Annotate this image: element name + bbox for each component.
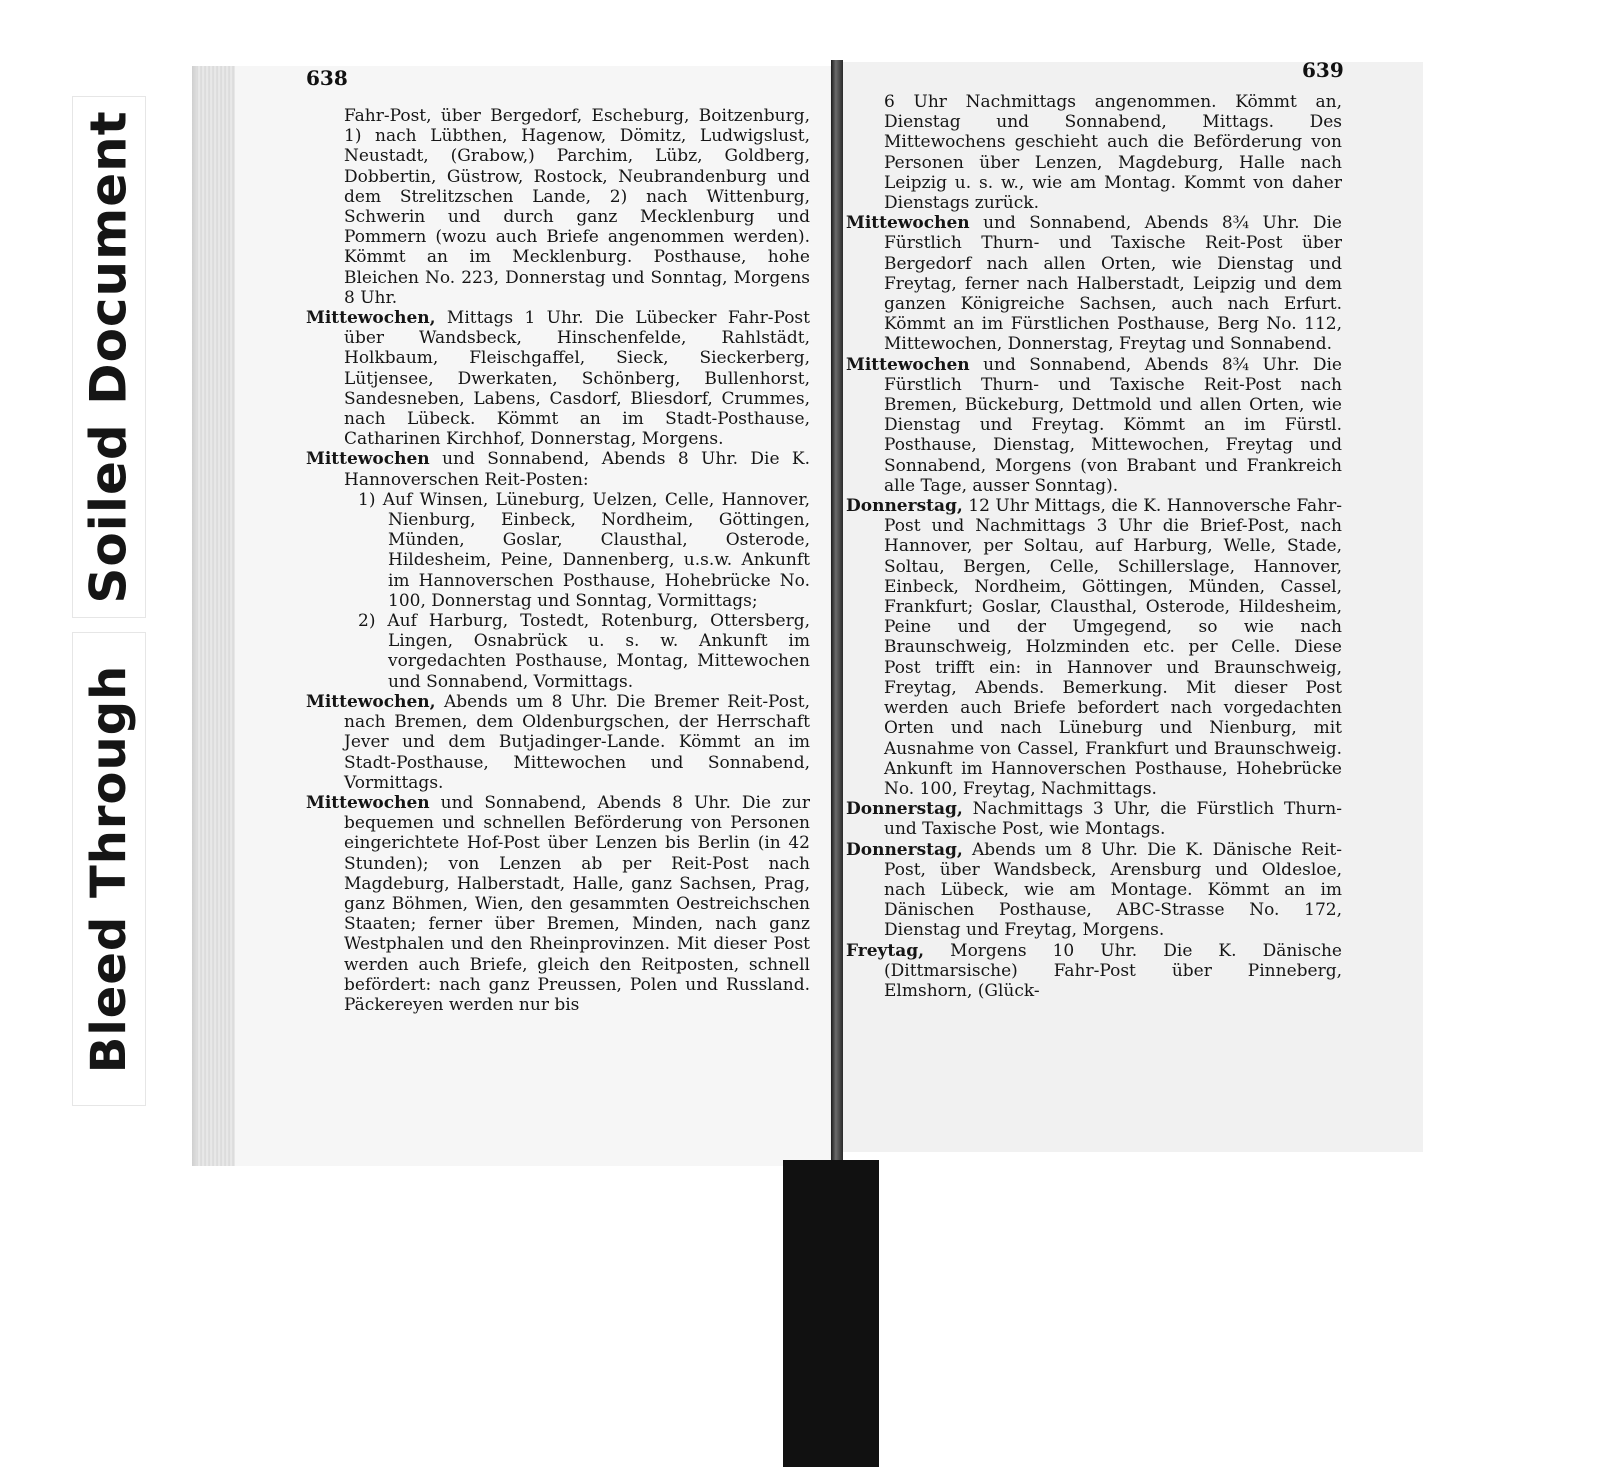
paragraph: Mittewochen und Sonnabend, Abends 8¾ Uhr. Die Fürstlich Thurn- und Taxische Reit-Post nach Bremen, Bückeburg, Dettmold und allen Orten, wie Dienstag und Freytag. Kömmt an im Fürstl. Posthause, Dienstag, Mittewochen, Freytag und Sonnabend, Morgens (von Brabant und Frankreich alle Tage, ausser Sonntag).: [846, 354, 1342, 496]
right-page-text: [846, 92, 1342, 1001]
book-gutter: [831, 60, 843, 1170]
paragraph: Mittewochen und Sonnabend, Abends 8¾ Uhr. Die Fürstlich Thurn- und Taxische Reit-Post über Bergedorf nach allen Orten, wie Dienstag und Freytag, ferner nach Halberstadt, Leipzig und dem ganzen Königreiche Sachsen, auch nach Erfurt. Kömmt an im Fürstlichen Posthause, Berg No. 112, Mittewochen, Donnerstag, Freytag und Sonnabend.: [846, 213, 1342, 355]
paragraph: Donnerstag, Abends um 8 Uhr. Die K. Dänische Reit-Post, über Wandsbeck, Arensburg und Oldesloe, nach Lübeck, wie am Montage. Kömmt an im Dänischen Posthause, ABC-Strasse No. 172, Dienstag und Freytag, Morgens.: [846, 839, 1343, 941]
left-page-number: 638: [306, 66, 348, 90]
bleed-through-label: [72, 632, 146, 1106]
book-spine: [783, 1160, 879, 1467]
paragraph: Mittewochen und Sonnabend, Abends 8 Uhr. Die zur bequemen und schnellen Beförderung von Personen eingerichtete Hof-Post über Lenzen bis Berlin (in 42 Stunden); von Lenzen ab per Reit-Post nach Magdeburg, Halberstadt, Halle, ganz Sachsen, Prag, ganz Böhmen, Wien, den gesammten Oestreichschen Staaten; ferner über Bremen, Minden, nach ganz Westphalen und den Rheinprovinzen. Mit dieser Post werden auch Briefe, gleich den Reitposten, schnell befördert: nach ganz Preussen, Polen und Russland. Päckereyen werden nur bis: [306, 792, 810, 1015]
paragraph: Mittewochen und Sonnabend, Abends 8 Uhr. Die K. Hannoverschen Reit-Posten:: [306, 449, 810, 490]
paragraph: Freytag, Morgens 10 Uhr. Die K. Dänische (Dittmarsische) Fahr-Post über Pinneberg, Elmshorn, (Glück-: [846, 940, 1342, 1001]
bleed-through-text: Bleed Through: [81, 664, 138, 1074]
paragraph: Fahr-Post, über Bergedorf, Escheburg, Boitzenburg, 1) nach Lübthen, Hagenow, Dömitz, Ludwigslust, Neustadt, (Grabow,) Parchim, Lübz, Goldberg, Dobbertin, Güstrow, Rostock, Neubrandenburg und dem Strelitzschen Lande, 2) nach Wittenburg, Schwerin und durch ganz Mecklenburg und Pommern (wozu auch Briefe angenommen werden). Kömmt an im Mecklenburg. Posthause, hohe Bleichen No. 223, Donnerstag und Sonntag, Morgens 8 Uhr.: [344, 106, 810, 308]
soiled-document-text: Soiled Document: [80, 110, 139, 604]
right-page-number: 639: [1302, 58, 1344, 82]
paragraph: Donnerstag, 12 Uhr Mittags, die K. Hannoversche Fahr-Post und Nachmittags 3 Uhr die Brief-Post, nach Hannover, per Soltau, auf Harburg, Welle, Stade, Soltau, Bergen, Celle, Schillerslage, Hannover, Einbeck, Nordheim, Göttingen, Münden, Cassel, Frankfurt; Goslar, Clausthal, Osterode, Hildesheim, Peine und der Umgegend, so wie nach Braunschweig, Holzminden etc. per Celle. Diese Post trifft ein: in Hannover und Braunschweig, Freytag, Abends. Bemerkung. Mit dieser Post werden auch Briefe befordert nach vorgedachten Orten und nach Lüneburg und Nienburg, mit Ausnahme von Cassel, Frankfurt und Braunschweig. Ankunft im Hannoverschen Posthause, Hohebrücke No. 100, Freytag, Nachmittags.: [846, 496, 1342, 799]
sub-paragraph: 2) Auf Harburg, Tostedt, Rotenburg, Ottersberg, Lingen, Osnabrück u. s. w. Ankunft im vorgedachten Posthause, Montag, Mittewochen und Sonnabend, Vormittags.: [358, 611, 810, 692]
paragraph: 6 Uhr Nachmittags angenommen. Kömmt an, Dienstag und Sonnabend, Mittags. Des Mittewochens geschieht auch die Beförderung von Personen über Lenzen, Magdeburg, Halle nach Leipzig u. s. w., wie am Montag. Kommt von daher Dienstags zurück.: [884, 92, 1342, 214]
sub-paragraph: 1) Auf Winsen, Lüneburg, Uelzen, Celle, Hannover, Nienburg, Einbeck, Nordheim, Göttingen, Münden, Goslar, Clausthal, Osterode, Hildesheim, Peine, Dannenberg, u.s.w. Ankunft im Hannoverschen Posthause, Hohebrücke No. 100, Donnerstag und Sonntag, Vormittags;: [358, 489, 810, 611]
left-page-text: [306, 106, 810, 1015]
paragraph: Donnerstag, Nachmittags 3 Uhr, die Fürstlich Thurn- und Taxische Post, wie Montags.: [846, 799, 1342, 840]
paragraph: Mittewochen, Abends um 8 Uhr. Die Bremer Reit-Post, nach Bremen, dem Oldenburgschen, der Herrschaft Jever und dem Butjadinger-Lande. Kömmt an im Stadt-Posthause, Mittewochen und Sonnabend, Vormittags.: [306, 691, 811, 793]
paragraph: Mittewochen, Mittags 1 Uhr. Die Lübecker Fahr-Post über Wandsbeck, Hinschenfelde, Rahlstädt, Holkbaum, Fleischgaffel, Sieck, Sieckerberg, Lütjensee, Dwerkaten, Schönberg, Bullenhorst, Sandesneben, Labens, Casdorf, Bliesdorf, Crummes, nach Lübeck. Kömmt an im Stadt-Posthause, Catharinen Kirchhof, Donnerstag, Morgens.: [306, 308, 810, 450]
soiled-document-label: [72, 96, 146, 618]
